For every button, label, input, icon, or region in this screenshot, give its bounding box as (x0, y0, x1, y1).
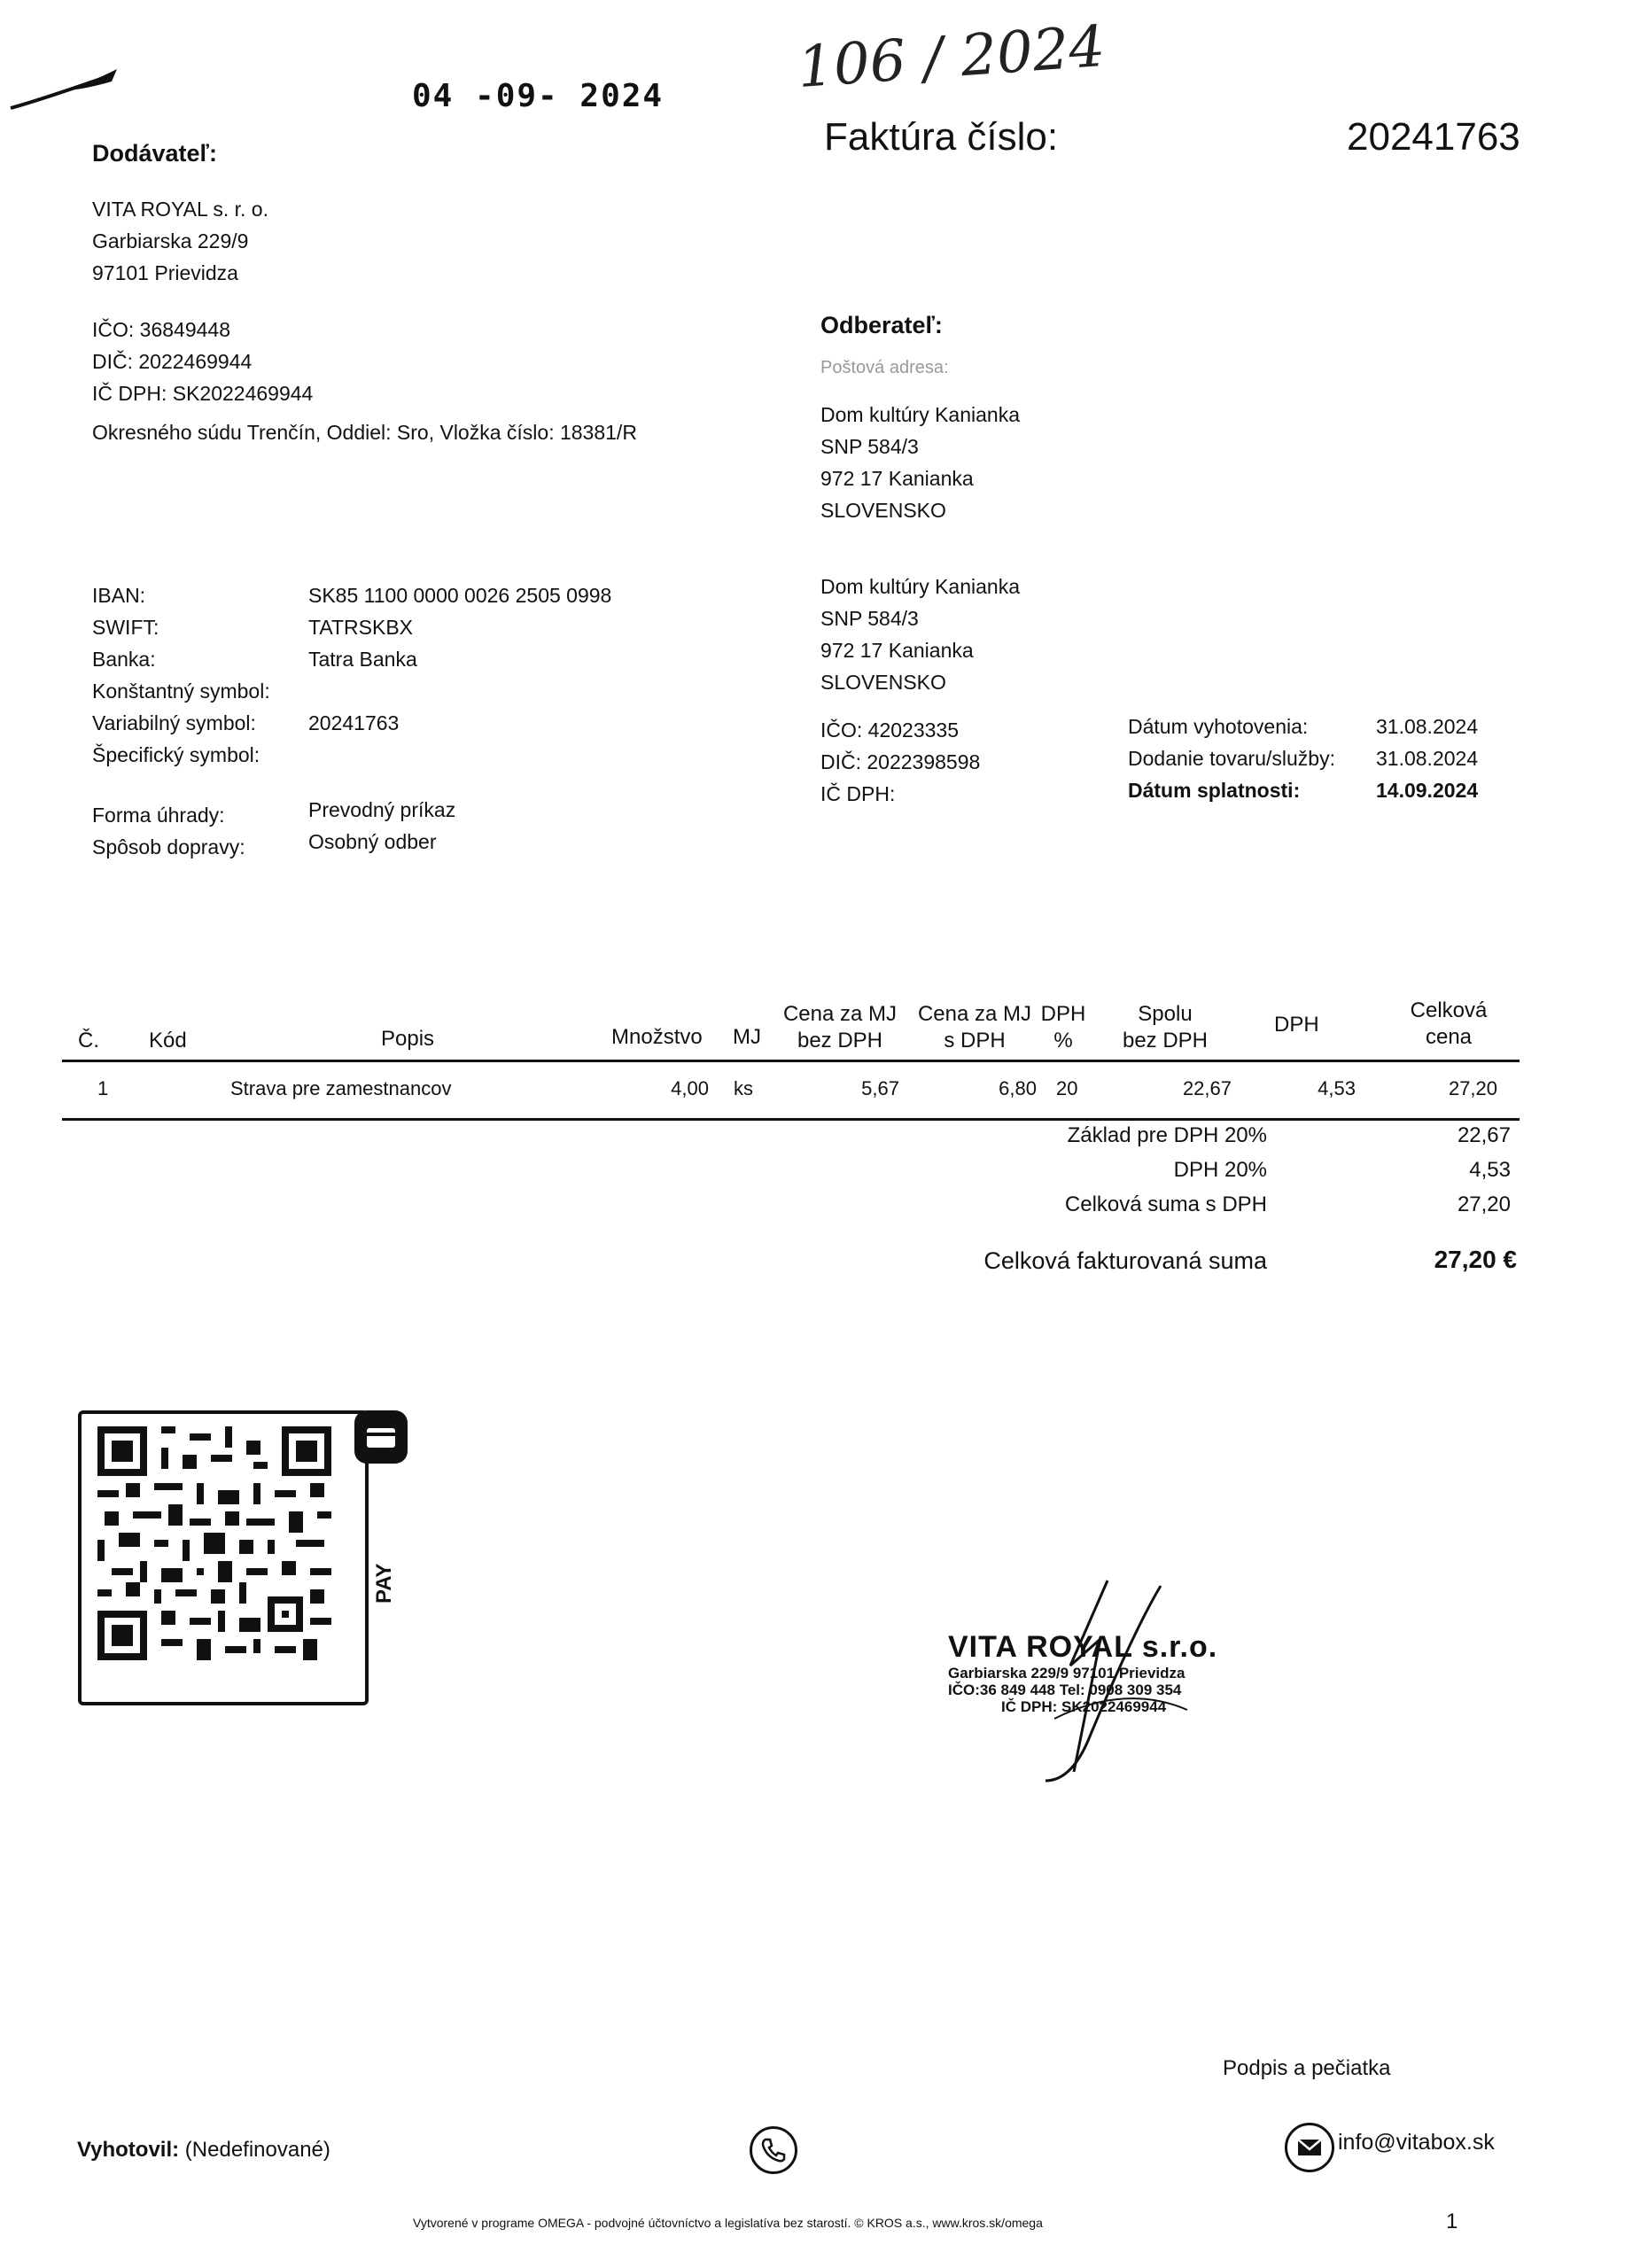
payment-qr-code (97, 1426, 331, 1660)
swift-value: TATRSKBX (308, 616, 413, 639)
payment-labels (92, 799, 245, 863)
bank-values (308, 579, 611, 771)
col-vat: DPH (1274, 1013, 1319, 1037)
postal-line: SNP 584/3 (820, 435, 919, 458)
prepared-by (77, 2138, 330, 2163)
date-labels (1128, 711, 1335, 806)
bank-label: SWIFT: (92, 616, 159, 639)
postal-line: SLOVENSKO (820, 499, 946, 522)
postal-line: 972 17 Kanianka (820, 467, 974, 490)
prepared-by-label: Vyhotovil: (77, 2138, 180, 2162)
vat-amount-value: 4,53 (1469, 1158, 1511, 1182)
due-date-value: 14.09.2024 (1376, 779, 1479, 802)
col-price-excl-line2: bez DPH (797, 1029, 883, 1052)
customer-ico: IČO: 42023335 (820, 718, 960, 742)
customer-line: Dom kultúry Kanianka (820, 575, 1020, 598)
delivery-date-value: 31.08.2024 (1376, 747, 1479, 770)
delivery-method-value: Osobný odber (308, 830, 437, 853)
bank-label: Konštantný symbol: (92, 680, 270, 703)
invoice-title: Faktúra číslo: (824, 115, 1059, 159)
bank-label: Variabilný symbol: (92, 711, 256, 734)
grand-total-label: Celková fakturovaná suma (983, 1247, 1267, 1274)
bank-labels (92, 579, 270, 771)
row-vat: 4,53 (1318, 1077, 1356, 1099)
vat-base-label: Základ pre DPH 20% (1067, 1123, 1267, 1147)
customer-label: Odberateľ: (820, 312, 943, 338)
col-qty: Množstvo (611, 1025, 703, 1049)
delivery-date-label: Dodanie tovaru/služby: (1128, 747, 1335, 770)
invoice-number: 20241763 (1347, 115, 1520, 159)
col-vat-pct-line1: DPH (1040, 1002, 1086, 1026)
customer-dic: DIČ: 2022398598 (820, 750, 981, 773)
row-unit: ks (734, 1077, 753, 1099)
issue-date-value: 31.08.2024 (1376, 715, 1479, 738)
row-desc: Strava pre zamestnancov (230, 1077, 452, 1099)
table-row-divider (62, 1118, 1520, 1121)
envelope-icon (1285, 2123, 1334, 2172)
col-total-line1: Celková (1410, 998, 1488, 1022)
stamp-address: Garbiarska 229/9 97101 Prievidza (948, 1665, 1185, 1682)
card-icon (354, 1410, 408, 1464)
stamp-ic-dph: IČ DPH: SK2022469944 (1001, 1698, 1167, 1715)
iban-value: SK85 1100 0000 0026 2505 0998 (308, 584, 612, 607)
col-desc: Popis (381, 1027, 435, 1051)
variable-symbol-value: 20241763 (308, 711, 400, 734)
specific-symbol-value (308, 739, 611, 771)
row-price-excl: 5,67 (861, 1077, 899, 1099)
col-vat-pct (1037, 1001, 1090, 1054)
supplier-label: Dodávateľ: (92, 140, 217, 167)
bank-label: Špecifický symbol: (92, 743, 260, 766)
table-header-divider (62, 1060, 1520, 1062)
supplier-ico: IČO: 36849448 (92, 318, 231, 341)
supplier-dic: DIČ: 2022469944 (92, 350, 253, 373)
col-no: Č. (78, 1029, 99, 1052)
total-incl-vat-value: 27,20 (1457, 1192, 1511, 1216)
customer-line: SNP 584/3 (820, 607, 919, 630)
phone-icon (750, 2126, 797, 2174)
col-total (1400, 998, 1497, 1051)
handwritten-record-number: 106 / 2024 (795, 13, 1108, 102)
stamp-company-name: VITA ROYAL s.r.o. (948, 1630, 1218, 1664)
col-price-excl-line1: Cena za MJ (782, 1002, 898, 1026)
customer-ic-dph: IČ DPH: (820, 782, 896, 805)
col-price-incl-line1: Cena za MJ (917, 1002, 1032, 1026)
col-total-excl-line2: bez DPH (1122, 1029, 1209, 1052)
col-total-line2: cena (1425, 1025, 1473, 1049)
signature (1001, 1577, 1232, 1790)
received-date-stamp: 04 -09- 2024 (412, 78, 665, 114)
due-date-label: Dátum splatnosti: (1128, 779, 1301, 802)
pay-label: PAY (372, 1563, 396, 1604)
row-no: 1 (97, 1077, 109, 1099)
col-price-excl (778, 1001, 902, 1054)
col-code: Kód (149, 1029, 187, 1052)
postal-address-label: Poštová adresa: (820, 358, 949, 377)
payment-form-label: Forma úhrady: (92, 804, 225, 827)
supplier-ids (92, 314, 313, 409)
signature-label: Podpis a pečiatka (1223, 2056, 1391, 2080)
col-unit: MJ (733, 1025, 761, 1049)
col-total-excl (1108, 1001, 1223, 1054)
col-price-incl-line2: s DPH (944, 1029, 1006, 1052)
postal-line: Dom kultúry Kanianka (820, 403, 1020, 426)
payment-values (308, 794, 455, 858)
prepared-by-value: (Nedefinované) (184, 2138, 330, 2162)
contact-email[interactable]: info@vitabox.sk (1338, 2130, 1495, 2155)
row-vat-pct: 20 (1056, 1077, 1078, 1099)
customer-line: 972 17 Kanianka (820, 639, 974, 662)
bank-label: Banka: (92, 648, 156, 671)
supplier-ic-dph: IČ DPH: SK2022469944 (92, 382, 314, 405)
col-total-excl-line1: Spolu (1138, 1002, 1193, 1026)
row-qty: 4,00 (671, 1077, 709, 1099)
col-price-incl (913, 1001, 1037, 1054)
delivery-method-label: Spôsob dopravy: (92, 835, 245, 858)
customer-line: SLOVENSKO (820, 671, 946, 694)
customer-address (820, 571, 1020, 698)
supplier-address (92, 193, 268, 289)
date-values (1376, 711, 1478, 806)
row-total-excl: 22,67 (1182, 1077, 1232, 1099)
software-footer-note: Vytvorené v programe OMEGA - podvojné účtovníctvo a legislatíva bez starostí. © KROS a.s., www.kros.sk/omega (413, 2216, 1043, 2230)
col-vat-pct-line2: % (1053, 1029, 1073, 1052)
bank-label: IBAN: (92, 584, 146, 607)
supplier-name: VITA ROYAL s. r. o. (92, 198, 268, 221)
bank-name-value: Tatra Banka (308, 648, 417, 671)
supplier-city: 97101 Prievidza (92, 261, 238, 284)
issue-date-label: Dátum vyhotovenia: (1128, 715, 1309, 738)
constant-symbol-value (308, 675, 611, 707)
payment-form-value: Prevodný príkaz (308, 798, 456, 821)
customer-ids (820, 714, 980, 810)
supplier-street: Garbiarska 229/9 (92, 229, 249, 252)
vat-amount-label: DPH 20% (1173, 1158, 1267, 1182)
stamp-ico-phone: IČO:36 849 448 Tel: 0908 309 354 (948, 1682, 1182, 1698)
total-incl-vat-label: Celková suma s DPH (1064, 1192, 1267, 1216)
customer-postal-address (820, 399, 1020, 526)
vat-base-value: 22,67 (1457, 1123, 1511, 1147)
page-number: 1 (1446, 2210, 1458, 2233)
grand-total-value: 27,20 € (1434, 1246, 1517, 1273)
row-total: 27,20 (1448, 1077, 1497, 1099)
row-price-incl: 6,80 (999, 1077, 1037, 1099)
supplier-court-registration: Okresného súdu Trenčín, Oddiel: Sro, Vložka číslo: 18381/R (92, 421, 637, 444)
pen-scribble (7, 62, 122, 115)
